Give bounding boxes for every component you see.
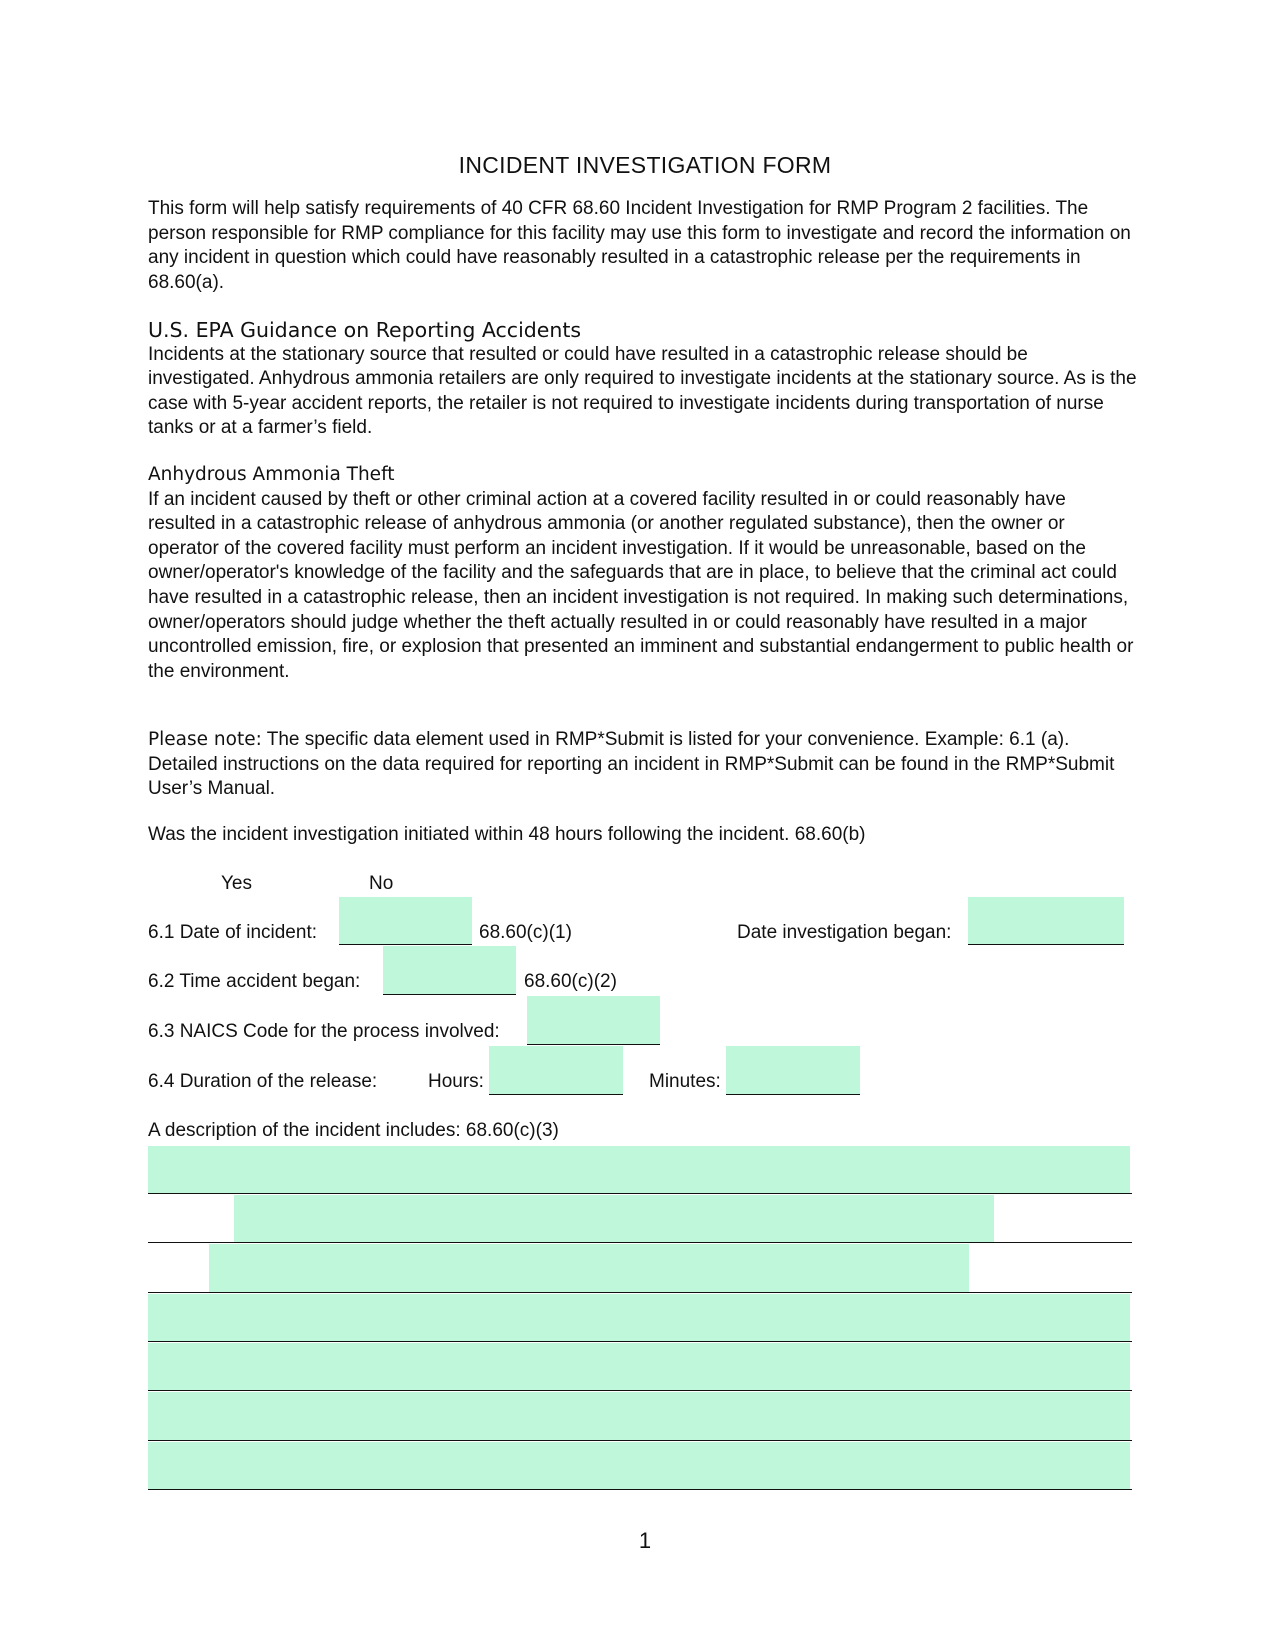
note-label: Please note: [148,729,262,750]
date-of-incident-ref: 68.60(c)(1) [479,922,572,943]
description-line-2[interactable] [234,1195,994,1242]
page-number: 1 [638,1528,652,1553]
time-accident-began-ref: 68.60(c)(2) [524,971,617,992]
naics-code-input[interactable] [527,996,660,1044]
epa-guidance-heading: U.S. EPA Guidance on Reporting Accidents [148,318,582,342]
date-of-incident-underline [339,944,472,945]
description-label: A description of the incident includes: 68.60(c)(3) [148,1120,559,1141]
duration-label: 6.4 Duration of the release: [148,1071,378,1092]
description-underline-6 [148,1440,1132,1441]
intro-paragraph [148,197,1138,295]
theft-heading: Anhydrous Ammonia Theft [148,464,395,485]
date-investigation-began-underline [968,944,1124,945]
description-line-6[interactable] [148,1392,1130,1440]
note-section [148,728,1138,802]
minutes-input[interactable] [726,1046,860,1094]
minutes-underline [726,1094,860,1095]
no-option[interactable]: No [369,873,394,894]
description-underline-3 [148,1292,1132,1293]
theft-section [148,463,1138,684]
description-line-5[interactable] [148,1343,1130,1390]
time-accident-began-label: 6.2 Time accident began: [148,971,361,992]
epa-guidance-section [148,318,1138,441]
description-line-3[interactable] [209,1244,969,1292]
yes-option[interactable]: Yes [221,873,252,894]
description-line-1[interactable] [148,1146,1130,1193]
date-of-incident-label: 6.1 Date of incident: [148,922,317,943]
description-underline-4 [148,1341,1132,1342]
description-underline-2 [148,1242,1132,1243]
note-body: The specific data element used in RMP*Submit is listed for your convenience. Example: 6.1 (a). Detailed instructions on the data required for reporting an incident in RMP*Submit can be found in the RMP*Submit User’s Manual. [148,729,1115,800]
description-line-7[interactable] [148,1442,1130,1489]
question-48-hours: Was the incident investigation initiated within 48 hours following the incident. 68.60(b) [148,824,866,845]
date-of-incident-input[interactable] [339,897,472,944]
date-investigation-began-input[interactable] [968,897,1124,944]
time-accident-began-input[interactable] [383,946,516,994]
time-accident-began-underline [383,994,516,995]
hours-underline [489,1094,623,1095]
hours-input[interactable] [489,1046,623,1094]
naics-code-underline [527,1044,660,1045]
epa-guidance-body: Incidents at the stationary source that resulted or could have resulted in a catastrophic release should be investigated. Anhydrous ammonia retailers are only required to investigate incidents at the stationary source. As is the case with 5-year accident reports, the retailer is not required to investigate incidents during transportation of nurse tanks or at a farmer’s field. [148,343,1137,439]
description-underline-1 [148,1193,1132,1194]
description-line-4[interactable] [148,1294,1130,1341]
minutes-label: Minutes: [649,1071,721,1092]
intro-text: This form will help satisfy requirements of 40 CFR 68.60 Incident Investigation for RMP Program 2 facilities. The person responsible for RMP compliance for this facility may use this form to investigate and record the information on any incident in question which could have reasonably resulted in a catastrophic release per the requirements in 68.60(a). [148,198,1131,293]
hours-label: Hours: [428,1071,484,1092]
page-title: INCIDENT INVESTIGATION FORM [458,152,832,178]
naics-code-label: 6.3 NAICS Code for the process involved: [148,1021,500,1042]
date-investigation-began-label: Date investigation began: [737,922,952,943]
description-underline-5 [148,1390,1132,1391]
description-underline-7 [148,1489,1132,1490]
theft-body: If an incident caused by theft or other criminal action at a covered facility resulted in or could reasonably have resulted in a catastrophic release of anhydrous ammonia (or another regulated substance), then the owner or operator of the covered facility must perform an incident investigation. If it would be unreasonable, based on the owner/operator's knowledge of the facility and the safeguards that are in place, to believe that the criminal act could have resulted in a catastrophic release, then an incident investigation is not required. In making such determinations, owner/operators should judge whether the theft actually resulted in or could reasonably have resulted in a major uncontrolled emission, fire, or explosion that presented an imminent and substantial endangerment to public health or the environment. [148,488,1134,682]
